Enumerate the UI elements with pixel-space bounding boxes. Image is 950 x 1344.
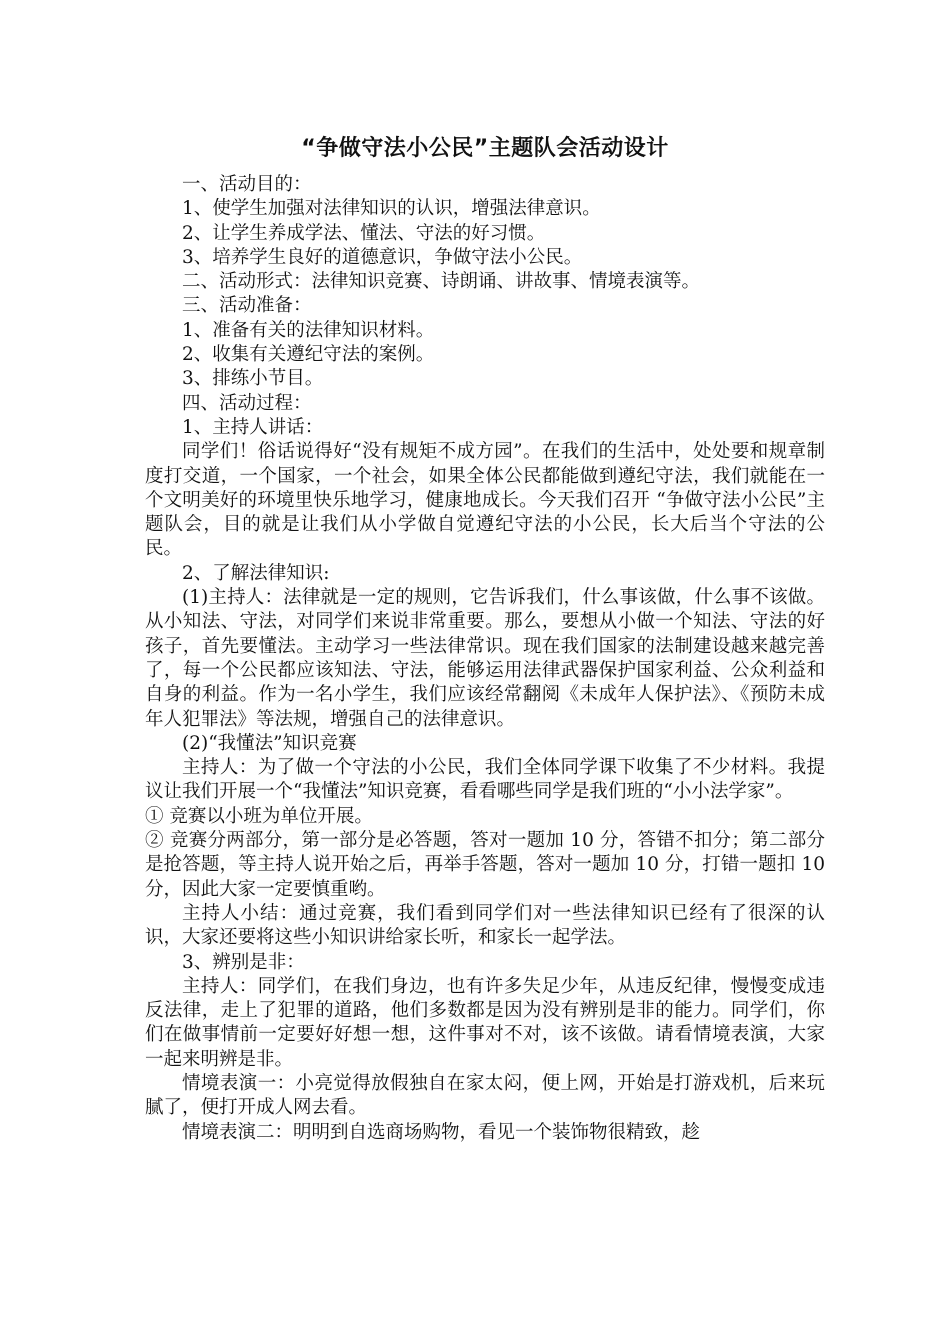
paragraph: 二、活动形式：法律知识竞赛、诗朗诵、讲故事、情境表演等。 bbox=[182, 271, 701, 293]
paragraph: 同学们！俗话说得好“没有规矩不成方园”。在我们的生活中，处处要和规章制度打交道，一个国家，一个社会，如果全体公民都能做到遵纪守法，我们就能在一个文明美好的环境里快乐地学习，健康地成长。今天我们召开 “争做守法小公民”主题队会，目的就是让我们从小学做自觉遵纪守法的小公民，长大后当个守法的公民。 bbox=[145, 441, 825, 560]
paragraph: 2、让学生养成学法、懂法、守法的好习惯。 bbox=[182, 222, 546, 244]
paragraph: (2)“我懂法”知识竞赛 bbox=[182, 732, 357, 754]
paragraph: 3、培养学生良好的道德意识，争做守法小公民。 bbox=[182, 246, 583, 268]
document-body bbox=[145, 132, 825, 1145]
paragraph: 1、准备有关的法律知识材料。 bbox=[182, 319, 435, 341]
paragraph-list bbox=[145, 173, 825, 1145]
paragraph: 主持人：同学们，在我们身边，也有许多失足少年，从违反纪律，慢慢变成违反法律，走上了犯罪的道路，他们多数都是因为没有辨别是非的能力。同学们，你们在做事情前一定要好好想一想，这件事对不对，该不该做。请看情境表演，大家一起来明辨是非。 bbox=[145, 975, 825, 1070]
paragraph: 主持人：为了做一个守法的小公民，我们全体同学课下收集了不少材料。我提议让我们开展一个“我懂法”知识竞赛，看看哪些同学是我们班的“小小法学家”。 bbox=[145, 757, 825, 803]
paragraph: 一、活动目的： bbox=[182, 174, 312, 195]
paragraph: ① 竞赛以小班为单位开展。 bbox=[145, 805, 373, 827]
paragraph: ② 竞赛分两部分，第一部分是必答题，答对一题加 10 分，答错不扣分；第二部分是抢答题，等主持人说开始之后，再举手答题，答对一题加 10 分，打错一题扣 10 分，因此大家一定要慎重哟。 bbox=[145, 830, 825, 900]
document-title: “争做守法小公民”主题队会活动设计 bbox=[301, 136, 669, 161]
paragraph: 情境表演一：小亮觉得放假独自在家太闷，便上网，开始是打游戏机，后来玩腻了，便打开成人网去看。 bbox=[145, 1072, 825, 1119]
paragraph: (1)主持人：法律就是一定的规则，它告诉我们，什么事该做，什么事不该做。从小知法、守法，对同学们来说非常重要。那么，要想从小做一个知法、守法的好孩子，首先要懂法。主动学习一些法律常识。现在我们国家的法制建设越来越完善了，每一个公民都应该知法、守法，能够运用法律武器保护国家利益、公众利益和自身的利益。作为一名小学生，我们应该经常翻阅《未成年人保护法》、《预防未成年人犯罪法》等法规，增强自己的法律意识。 bbox=[145, 587, 825, 730]
paragraph: 1、使学生加强对法律知识的认识，增强法律意识。 bbox=[182, 198, 601, 220]
paragraph: 2、收集有关遵纪守法的案例。 bbox=[182, 344, 435, 366]
paragraph: 四、活动过程： bbox=[182, 392, 312, 414]
paragraph: 3、排练小节目。 bbox=[182, 368, 324, 390]
paragraph: 3、辨别是非： bbox=[182, 951, 305, 973]
paragraph: 情境表演二：明明到自选商场购物，看见一个装饰物很精致，趁 bbox=[182, 1121, 701, 1143]
paragraph: 主持人小结：通过竞赛，我们看到同学们对一些法律知识已经有了很深的认识，大家还要将这些小知识讲给家长听，和家长一起学法。 bbox=[145, 902, 825, 949]
paragraph: 三、活动准备： bbox=[182, 295, 312, 317]
paragraph: 1、主持人讲话： bbox=[182, 416, 324, 438]
paragraph: 2、了解法律知识: bbox=[182, 562, 330, 584]
